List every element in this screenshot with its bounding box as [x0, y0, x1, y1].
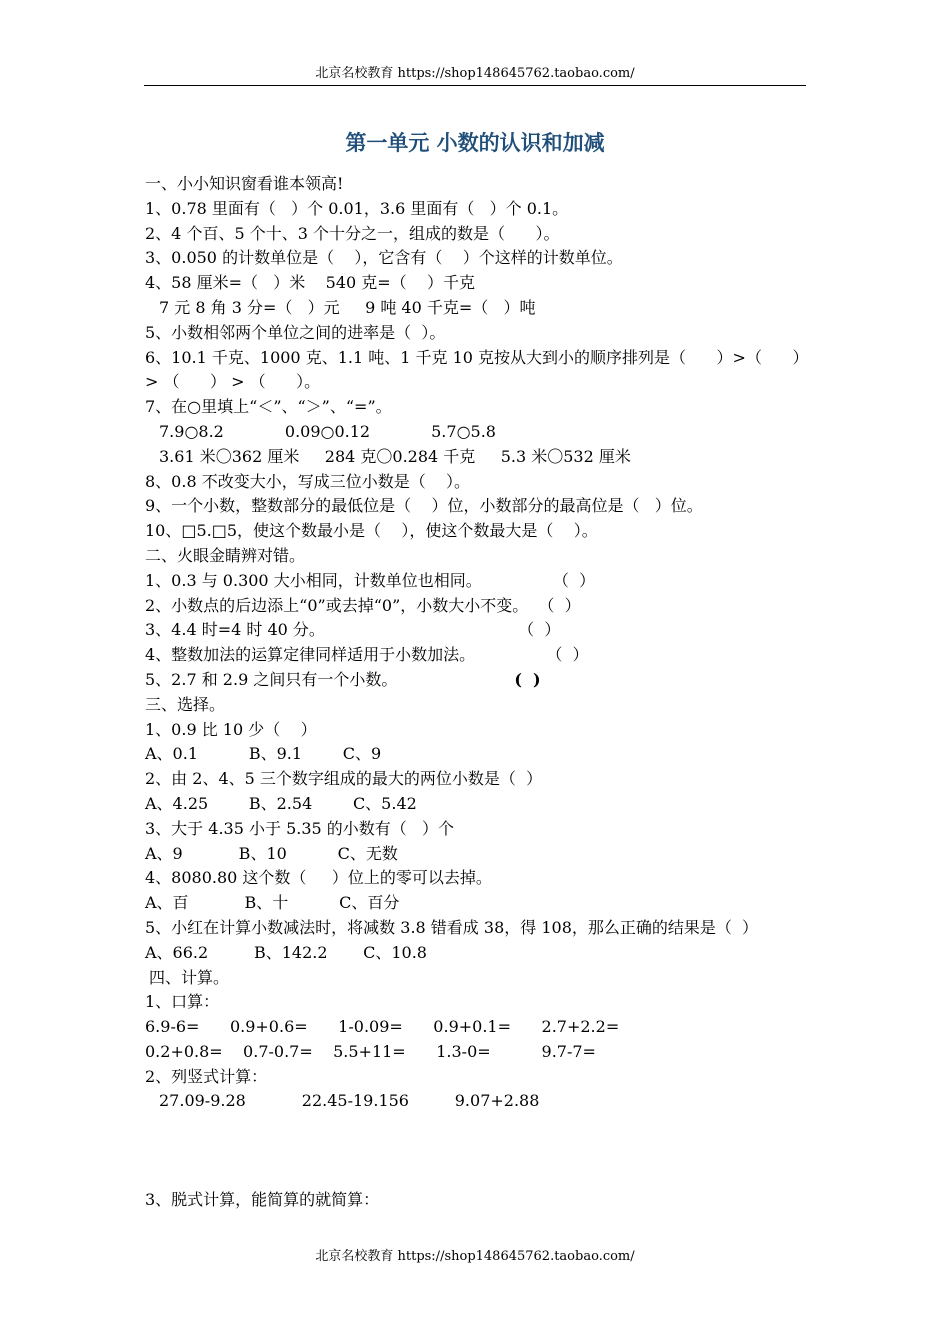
question-line: 3、4.4 时=4 时 40 分。 （ ） — [145, 620, 561, 640]
question-line: 9、一个小数，整数部分的最低位是（ ）位，小数部分的最高位是（ ）位。 — [145, 496, 703, 516]
question-line: 2、由 2、4、5 三个数字组成的最大的两位小数是（ ） — [145, 769, 543, 789]
question-line: 8、0.8 不改变大小，写成三位小数是（ ）。 — [145, 471, 471, 491]
question-line: 2、4 个百、5 个十、3 个十分之一，组成的数是（ ）。 — [145, 223, 560, 243]
page-footer: 北京名校教育 https://shop148645762.taobao.com/ — [315, 1249, 635, 1264]
options-line: A、0.1 B、9.1 C、9 — [145, 744, 382, 764]
question-line: 4、8080.80 这个数（ ）位上的零可以去掉。 — [145, 868, 492, 888]
calculation-line: 6.9-6= 0.9+0.6= 1-0.09= 0.9+0.1= 2.7+2.2= — [145, 1017, 620, 1037]
work-space — [145, 1114, 815, 1188]
question-line: 10、□5.□5，使这个数最小是（ ），使这个数最大是（ ）。 — [145, 521, 598, 541]
question-line: 5、小数相邻两个单位之间的进率是（ ）。 — [145, 322, 446, 342]
question-line: 3.61 米〇362 厘米 284 克〇0.284 千克 5.3 米〇532 厘米 — [159, 446, 631, 466]
document-title: 第一单元 小数的认识和加减 — [345, 130, 605, 155]
question-line: 4、整数加法的运算定律同样适用于小数加法。 （ ） — [145, 645, 589, 665]
question-line: 1、口算： — [145, 992, 220, 1012]
section-heading-true-false: 二、火眼金睛辨对错。 — [145, 545, 306, 565]
section-heading-choice: 三、选择。 — [145, 694, 226, 714]
options-line: A、9 B、10 C、无数 — [145, 843, 398, 863]
section-heading-calculation: 四、计算。 — [149, 967, 230, 987]
answer-parentheses: ( ) — [514, 669, 541, 689]
calculation-line: 0.2+0.8= 0.7-0.7= 5.5+11= 1.3-0= 9.7-7= — [145, 1041, 596, 1061]
document-body — [145, 172, 815, 1213]
options-line: A、百 B、十 C、百分 — [145, 893, 400, 913]
question-line: 5、小红在计算小数减法时，将减数 3.8 错看成 38，得 108，那么正确的结果是（ ） — [145, 917, 759, 937]
question-line: 3、0.050 的计数单位是（ ），它含有（ ）个这样的计数单位。 — [145, 248, 623, 268]
question-line: 7、在○里填上“＜”、“＞”、“=”。 — [145, 397, 392, 417]
header-divider — [144, 85, 806, 86]
question-line: 1、0.9 比 10 少（ ） — [145, 719, 317, 739]
section-heading-knowledge: 一、小小知识窗看谁本领高! — [145, 174, 344, 193]
question-line: 3、脱式计算，能简算的就简算： — [145, 1190, 380, 1210]
question-line: 2、小数点的后边添上“0”或去掉“0”，小数大小不变。 （ ） — [145, 595, 581, 615]
question-line: 1、0.78 里面有（ ）个 0.01，3.6 里面有（ ）个 0.1。 — [145, 198, 569, 218]
question-line: 6、10.1 千克、1000 克、1.1 吨、1 千克 10 克按从大到小的顺序排列是（ ）>（ ） — [145, 347, 809, 367]
page-header: 北京名校教育 https://shop148645762.taobao.com/ — [315, 66, 635, 81]
question-line: > （ ） > （ ）。 — [145, 372, 321, 392]
calculation-line: 27.09-9.28 22.45-19.156 9.07+2.88 — [159, 1091, 540, 1111]
options-line: A、4.25 B、2.54 C、5.42 — [145, 793, 417, 813]
question-line: 7 元 8 角 3 分=（ ）元 9 吨 40 千克=（ ）吨 — [159, 297, 536, 317]
question-line: 3、大于 4.35 小于 5.35 的小数有（ ）个 — [145, 818, 455, 838]
question-line: 1、0.3 与 0.300 大小相同，计数单位也相同。 （ ） — [145, 570, 596, 590]
options-line: A、66.2 B、142.2 C、10.8 — [145, 942, 427, 962]
question-line: 4、58 厘米=（ ）米 540 克=（ ）千克 — [145, 273, 476, 293]
question-line — [145, 668, 815, 693]
question-line: 7.9○8.2 0.09○0.12 5.7○5.8 — [159, 421, 496, 441]
question-text: 5、2.7 和 2.9 之间只有一个小数。 — [145, 669, 515, 689]
question-line: 2、列竖式计算： — [145, 1066, 268, 1086]
